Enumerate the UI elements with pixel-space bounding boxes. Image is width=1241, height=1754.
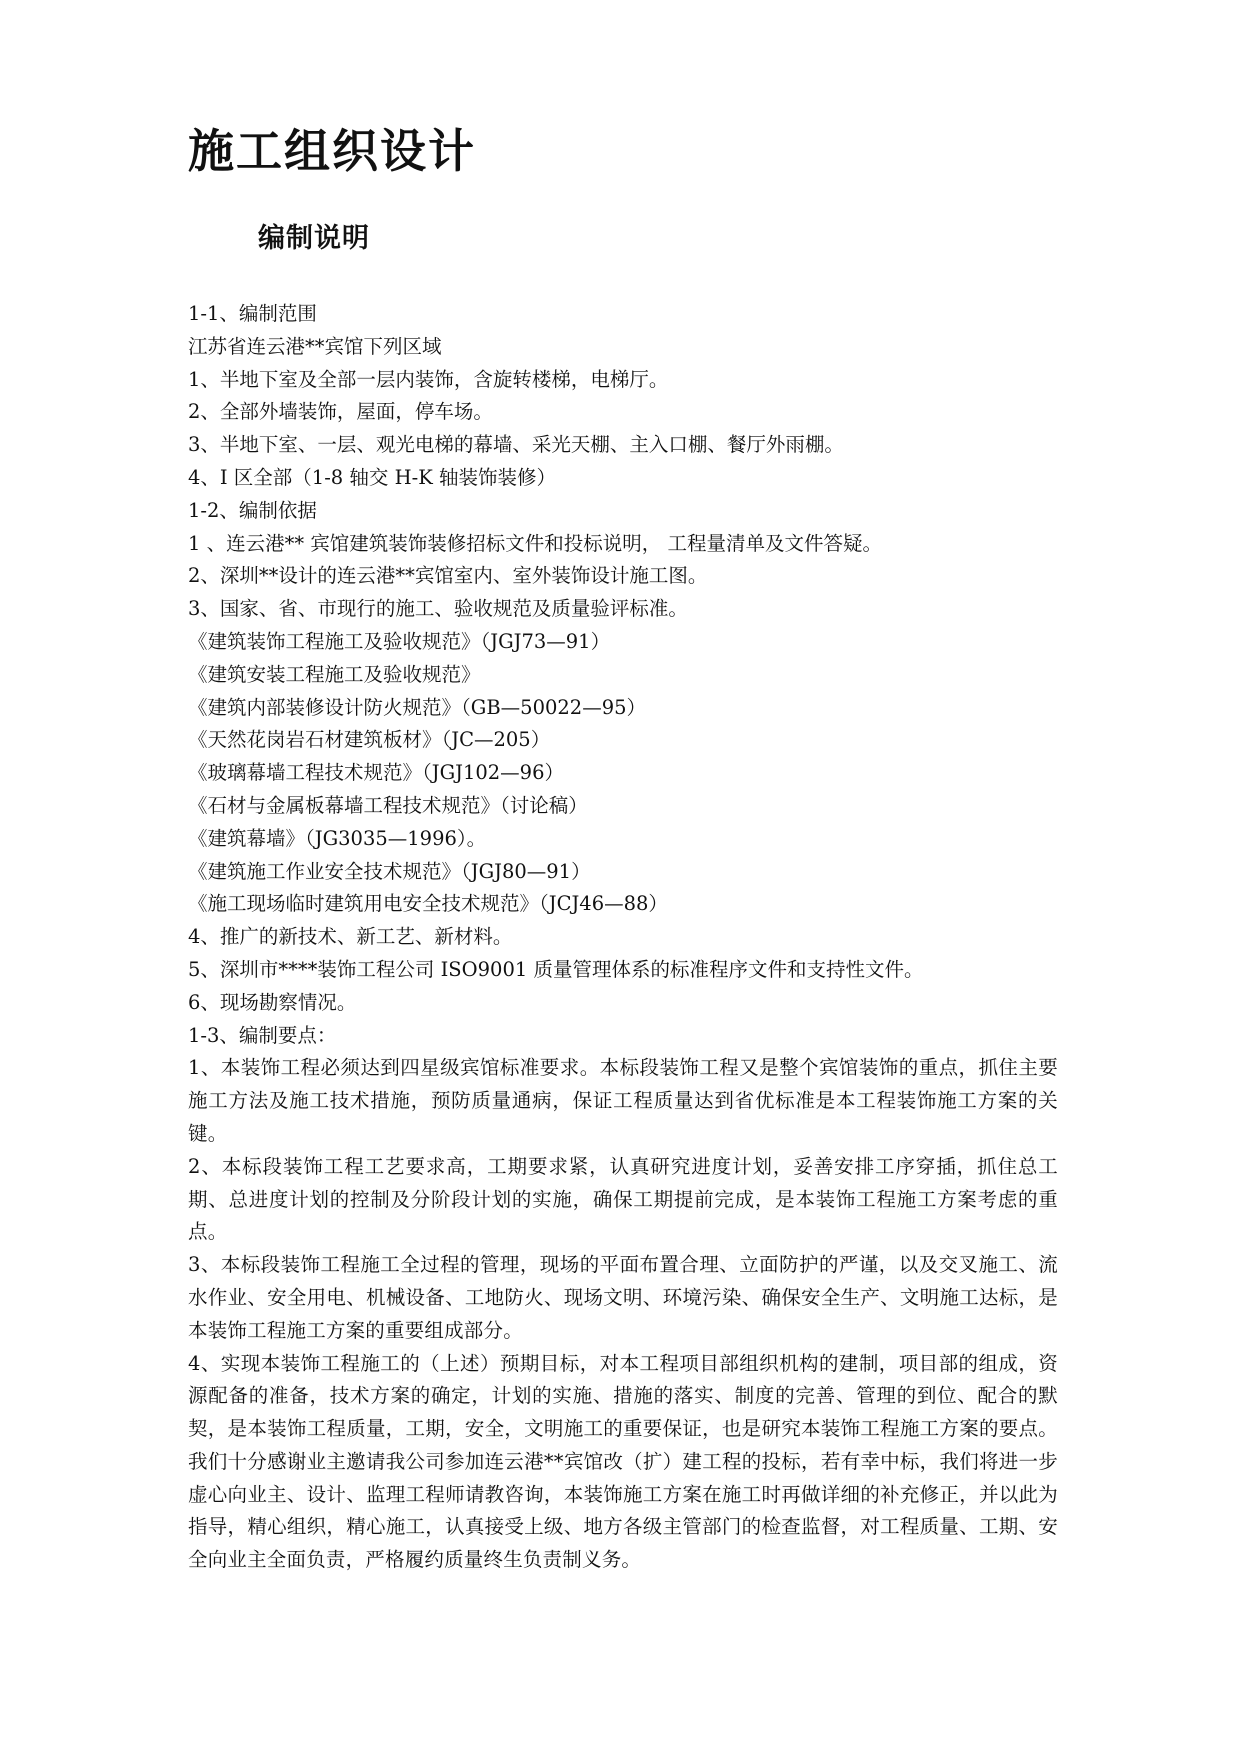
text-line: 3、半地下室、一层、观光电梯的幕墙、采光天棚、主入口棚、餐厅外雨棚。 <box>188 433 844 457</box>
text-line: 《建筑安装工程施工及验收规范》 <box>188 662 481 686</box>
text-line: 江苏省连云港**宾馆下列区域 <box>188 334 442 358</box>
text-line: 3、国家、省、市现行的施工、验收规范及质量验评标准。 <box>188 597 688 621</box>
text-line: 《建筑施工作业安全技术规范》（JGJ80—91） <box>188 859 591 883</box>
text-line: 5、深圳市****装饰工程公司 ISO9001 质量管理体系的标准程序文件和支持性文件。 <box>188 957 924 981</box>
text-line: 《石材与金属板幕墙工程技术规范》（讨论稿） <box>188 793 588 817</box>
text-line: 1-1、编制范围 <box>188 302 317 325</box>
section-heading: 编制说明 <box>258 223 370 254</box>
text-line: 《建筑幕墙》（JG3035—1996）。 <box>188 826 487 850</box>
text-line: 2、深圳**设计的连云港**宾馆室内、室外装饰设计施工图。 <box>188 564 708 588</box>
paragraph: 4、实现本装饰工程施工的（上述）预期目标，对本工程项目部组织机构的建制，项目部的组成，资源配备的准备，技术方案的确定，计划的实施、措施的落实、制度的完善、管理的到位、配合的默契，是本装饰工程质量，工期，安全，文明施工的重要保证，也是研究本装饰工程施工方案的要点。我们十分感谢业主邀请我公司参加连云港**宾馆改（扩）建工程的投标，若有幸中标，我们将进一步虚心向业主、设计、监理工程师请教咨询，本装饰施工方案在施工时再做详细的补充修正，并以此为指导，精心组织，精心施工，认真接受上级、地方各级主管部门的检查监督，对工程质量、工期、安全向业主全面负责，严格履约质量终生负责制义务。 <box>188 1351 1058 1572</box>
paragraph: 3、本标段装饰工程施工全过程的管理，现场的平面布置合理、立面防护的严谨，以及交叉施工、流水作业、安全用电、机械设备、工地防火、现场文明、环境污染、确保安全生产、文明施工达标，是本装饰工程施工方案的重要组成部分。 <box>188 1253 1058 1342</box>
text-line: 《天然花岗岩石材建筑板材》（JC—205） <box>188 728 551 752</box>
paragraph: 2、本标段装饰工程工艺要求高，工期要求紧，认真研究进度计划，妥善安排工序穿插，抓住总工期、总进度计划的控制及分阶段计划的实施，确保工期提前完成，是本装饰工程施工方案考虑的重点。 <box>188 1154 1058 1244</box>
text-line: 6、现场勘察情况。 <box>188 990 357 1014</box>
text-line: 1 、连云港** 宾馆建筑装饰装修招标文件和投标说明， 工程量清单及文件答疑。 <box>188 531 883 555</box>
text-line: 1、半地下室及全部一层内装饰，含旋转楼梯，电梯厅。 <box>188 367 669 391</box>
text-line: 2、全部外墙装饰，屋面，停车场。 <box>188 400 493 424</box>
text-line: 4、I 区全部（1-8 轴交 H-K 轴装饰装修） <box>188 465 556 489</box>
text-line: 1-3、编制要点： <box>188 1023 337 1047</box>
text-line: 《施工现场临时建筑用电安全技术规范》（JCJ46—88） <box>188 892 668 916</box>
document-title: 施工组织设计 <box>188 124 476 178</box>
paragraph: 1、本装饰工程必须达到四星级宾馆标准要求。本标段装饰工程又是整个宾馆装饰的重点，抓住主要施工方法及施工技术措施，预防质量通病，保证工程质量达到省优标准是本工程装饰施工方案的关键。 <box>188 1056 1058 1145</box>
document-body <box>188 298 1058 1577</box>
text-line: 《玻璃幕墙工程技术规范》（JGJ102—96） <box>188 761 564 785</box>
text-line: 4、推广的新技术、新工艺、新材料。 <box>188 925 513 949</box>
text-line: 《建筑内部装修设计防火规范》（GB—50022—95） <box>188 695 647 719</box>
text-line: 1-2、编制依据 <box>188 498 317 522</box>
text-line: 《建筑装饰工程施工及验收规范》（JGJ73—91） <box>188 629 611 653</box>
